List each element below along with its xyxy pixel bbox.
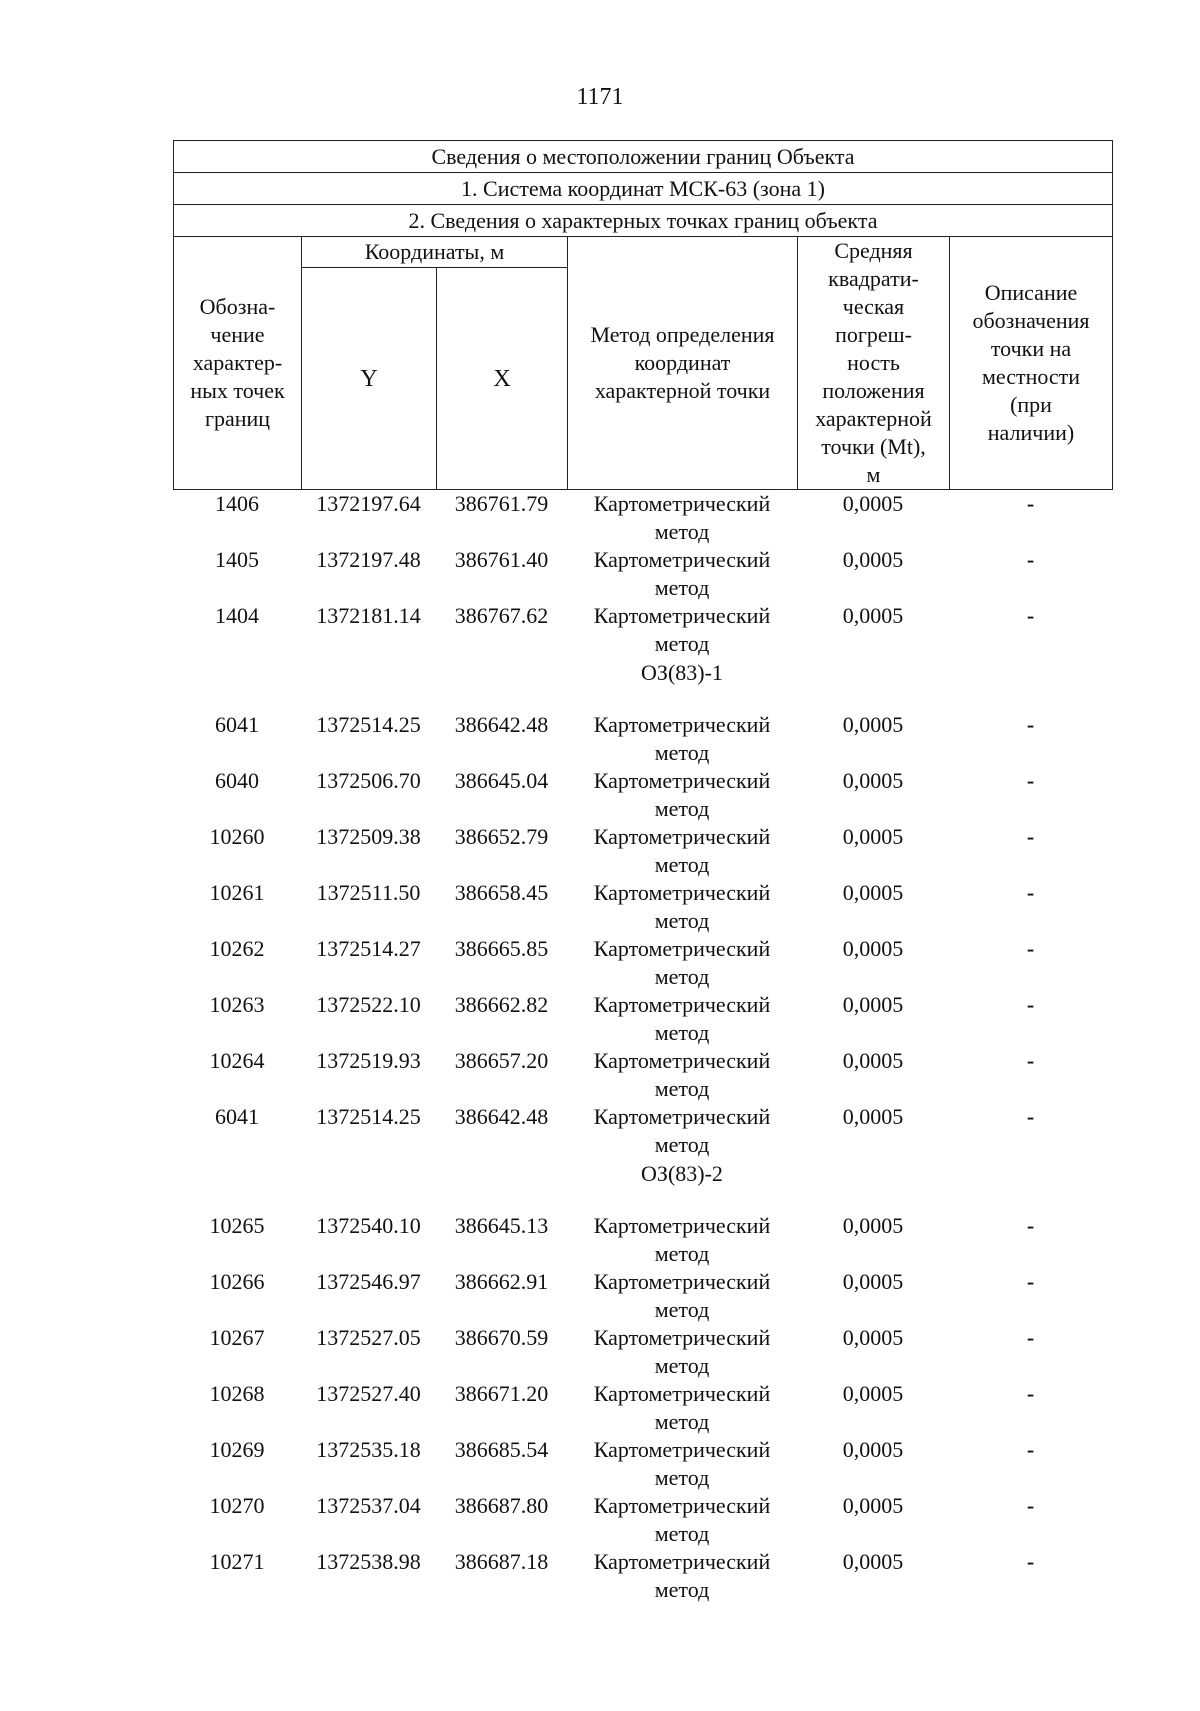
table-row (173, 711, 1112, 767)
header-line: обозначения (972, 308, 1090, 333)
method (567, 1268, 797, 1324)
description: - (1026, 936, 1035, 961)
method-line: метод (654, 1297, 710, 1322)
coord-x: 386761.79 (454, 491, 549, 516)
header-line: границ (204, 406, 271, 431)
coord-y: 1372535.18 (316, 1437, 421, 1462)
coord-y: 1372540.10 (316, 1213, 421, 1238)
header-line: (при (1010, 392, 1052, 417)
method-line: метод (654, 1353, 710, 1378)
error-value: 0,0005 (842, 1104, 904, 1129)
point-id: 6041 (215, 1104, 259, 1129)
table-row (173, 935, 1112, 991)
coord-y: 1372527.05 (316, 1325, 421, 1350)
method-line: метод (654, 964, 710, 989)
coord-x: 386685.54 (454, 1437, 549, 1462)
table-row (173, 490, 1112, 546)
header-line: Обозна- (199, 294, 276, 319)
description: - (1026, 1381, 1035, 1406)
header-line: положения (822, 378, 925, 403)
coord-y: 1372197.64 (316, 491, 421, 516)
coordinate-system: 1. Система координат МСК-63 (зона 1) (174, 173, 1113, 205)
error-value: 0,0005 (842, 880, 904, 905)
section-label (173, 1159, 1112, 1212)
error-value: 0,0005 (842, 1325, 904, 1350)
method (567, 935, 797, 991)
method (567, 490, 797, 546)
description: - (1026, 1104, 1035, 1129)
coord-x: 386645.04 (454, 768, 549, 793)
table-row (173, 823, 1112, 879)
coord-x: 386670.59 (454, 1325, 549, 1350)
header-line: ных точек (190, 378, 285, 403)
method-line: Картометрический (593, 603, 771, 628)
error-value: 0,0005 (842, 491, 904, 516)
description: - (1026, 1325, 1035, 1350)
header-line: ность (847, 350, 900, 375)
description: - (1026, 1213, 1035, 1238)
header-line: точки (Mt), (821, 434, 926, 459)
coord-y: 1372519.93 (316, 1048, 421, 1073)
method-line: метод (654, 1241, 710, 1266)
coord-y: 1372537.04 (316, 1493, 421, 1518)
method (567, 823, 797, 879)
coord-x: 386652.79 (454, 824, 549, 849)
method (567, 1380, 797, 1436)
error-value: 0,0005 (842, 1213, 904, 1238)
point-id: 1406 (215, 491, 259, 516)
coord-x: 386642.48 (454, 1104, 549, 1129)
method-line: метод (654, 575, 710, 600)
description: - (1026, 603, 1035, 628)
method-line: Картометрический (593, 1381, 771, 1406)
point-id: 1405 (215, 547, 259, 572)
error-value: 0,0005 (842, 1048, 904, 1073)
method-line: метод (654, 1521, 710, 1546)
method-line: метод (654, 852, 710, 877)
method-line: метод (654, 1020, 710, 1045)
coord-y: 1372527.40 (316, 1381, 421, 1406)
method (567, 991, 797, 1047)
error-value: 0,0005 (842, 992, 904, 1017)
description: - (1026, 1493, 1035, 1518)
method-line: Картометрический (593, 1493, 771, 1518)
description: - (1026, 768, 1035, 793)
method-line: Картометрический (593, 880, 771, 905)
table-title: Сведения о местоположении границ Объекта (174, 141, 1113, 173)
method-line: метод (654, 1577, 710, 1602)
coord-y: 1372511.50 (316, 880, 421, 905)
coord-x: 386671.20 (454, 1381, 549, 1406)
point-id: 10267 (209, 1325, 265, 1350)
error-value: 0,0005 (842, 603, 904, 628)
method (567, 546, 797, 602)
method-line: Картометрический (593, 547, 771, 572)
method-line: метод (654, 908, 710, 933)
method-line: Картометрический (593, 1325, 771, 1350)
points-list (173, 490, 1112, 1604)
error-value: 0,0005 (842, 824, 904, 849)
point-id: 10260 (209, 824, 265, 849)
method (567, 711, 797, 767)
header-line: Метод определения (590, 322, 775, 347)
method (567, 1047, 797, 1103)
coord-x: 386761.40 (454, 547, 549, 572)
coord-x: 386687.18 (454, 1549, 549, 1574)
coord-y: 1372514.25 (316, 712, 421, 737)
coord-x: 386645.13 (454, 1213, 549, 1238)
error-value: 0,0005 (842, 712, 904, 737)
method (567, 602, 797, 658)
method (567, 1212, 797, 1268)
method-line: метод (654, 1132, 710, 1157)
coord-x: 386687.80 (454, 1493, 549, 1518)
method-line: Картометрический (593, 768, 771, 793)
point-id: 10262 (209, 936, 265, 961)
method-line: Картометрический (593, 1048, 771, 1073)
col-y: Y (302, 268, 437, 490)
description: - (1026, 547, 1035, 572)
method-line: метод (654, 1076, 710, 1101)
description: - (1026, 992, 1035, 1017)
method-line: метод (654, 519, 710, 544)
description: - (1026, 880, 1035, 905)
header-line: квадрати- (828, 266, 919, 291)
point-id: 10270 (209, 1493, 265, 1518)
description: - (1026, 712, 1035, 737)
method-line: Картометрический (593, 992, 771, 1017)
method-line: Картометрический (593, 1213, 771, 1238)
header-line: характер- (192, 350, 283, 375)
col-designation (174, 237, 302, 490)
coord-x: 386657.20 (454, 1048, 549, 1073)
table-row (173, 1268, 1112, 1324)
table-subtitle: 2. Сведения о характерных точках границ объекта (174, 205, 1113, 237)
method-line: Картометрический (593, 824, 771, 849)
coord-y: 1372506.70 (316, 768, 421, 793)
table-row (173, 1380, 1112, 1436)
header-line: ческая (842, 294, 905, 319)
section-label-text: ОЗ(83)-1 (641, 660, 723, 685)
method-line: Картометрический (593, 1104, 771, 1129)
header-table (173, 140, 1113, 490)
coord-y: 1372538.98 (316, 1549, 421, 1574)
description: - (1026, 1048, 1035, 1073)
method (567, 1103, 797, 1159)
coord-y: 1372197.48 (316, 547, 421, 572)
point-id: 6041 (215, 712, 259, 737)
col-method (568, 237, 798, 490)
coord-y: 1372522.10 (316, 992, 421, 1017)
header-line: координат (634, 350, 731, 375)
coord-x: 386662.91 (454, 1269, 549, 1294)
table-row (173, 1047, 1112, 1103)
header-line: чение (210, 322, 265, 347)
error-value: 0,0005 (842, 1549, 904, 1574)
method-line: Картометрический (593, 491, 771, 516)
header-line: Описание (984, 280, 1078, 305)
section-label-text: ОЗ(83)-2 (641, 1161, 723, 1186)
error-value: 0,0005 (842, 547, 904, 572)
col-description (950, 237, 1113, 490)
header-line: м (866, 462, 881, 487)
header-line: погреш- (835, 322, 912, 347)
point-id: 1404 (215, 603, 259, 628)
table-row (173, 602, 1112, 658)
coord-y: 1372509.38 (316, 824, 421, 849)
col-error (798, 237, 950, 490)
point-id: 10266 (209, 1269, 265, 1294)
table-row (173, 546, 1112, 602)
coord-x: 386767.62 (454, 603, 549, 628)
method-line: метод (654, 1465, 710, 1490)
table-row (173, 1492, 1112, 1548)
error-value: 0,0005 (842, 1493, 904, 1518)
description: - (1026, 824, 1035, 849)
page-number: 1171 (576, 84, 624, 110)
error-value: 0,0005 (842, 1381, 904, 1406)
table-row (173, 1324, 1112, 1380)
section-label (173, 658, 1112, 711)
coord-x: 386662.82 (454, 992, 549, 1017)
method-line: Картометрический (593, 936, 771, 961)
point-id: 10261 (209, 880, 265, 905)
point-id: 6040 (215, 768, 259, 793)
table-row (173, 991, 1112, 1047)
table-row (173, 1212, 1112, 1268)
method-line: Картометрический (593, 1549, 771, 1574)
description: - (1026, 491, 1035, 516)
method-line: метод (654, 740, 710, 765)
point-id: 10263 (209, 992, 265, 1017)
header-line: характерной (815, 406, 932, 431)
table-row (173, 1103, 1112, 1159)
method (567, 1324, 797, 1380)
table-row (173, 767, 1112, 823)
point-id: 10264 (209, 1048, 265, 1073)
description: - (1026, 1437, 1035, 1462)
error-value: 0,0005 (842, 936, 904, 961)
point-id: 10269 (209, 1437, 265, 1462)
method (567, 1436, 797, 1492)
point-id: 10265 (209, 1213, 265, 1238)
table-row (173, 879, 1112, 935)
method-line: метод (654, 631, 710, 656)
method-line: Картометрический (593, 1269, 771, 1294)
error-value: 0,0005 (842, 768, 904, 793)
header-line: наличии) (987, 420, 1075, 445)
method-line: метод (654, 796, 710, 821)
header-line: Средняя (834, 238, 913, 263)
header-line: местности (981, 364, 1081, 389)
table-row (173, 1548, 1112, 1604)
description: - (1026, 1269, 1035, 1294)
col-x: X (437, 268, 568, 490)
method (567, 1492, 797, 1548)
coord-y: 1372514.25 (316, 1104, 421, 1129)
coord-x: 386642.48 (454, 712, 549, 737)
method-line: Картометрический (593, 1437, 771, 1462)
point-id: 10268 (209, 1381, 265, 1406)
coord-y: 1372546.97 (316, 1269, 421, 1294)
method (567, 767, 797, 823)
error-value: 0,0005 (842, 1269, 904, 1294)
description: - (1026, 1549, 1035, 1574)
coord-x: 386665.85 (454, 936, 549, 961)
col-coordinates: Координаты, м (302, 237, 568, 268)
header-line: характерной точки (594, 378, 771, 403)
header-line: точки на (990, 336, 1072, 361)
table-row (173, 1436, 1112, 1492)
point-id: 10271 (209, 1549, 265, 1574)
coord-x: 386658.45 (454, 880, 549, 905)
method-line: Картометрический (593, 712, 771, 737)
error-value: 0,0005 (842, 1437, 904, 1462)
coord-y: 1372181.14 (316, 603, 421, 628)
method-line: метод (654, 1409, 710, 1434)
method (567, 1548, 797, 1604)
coord-y: 1372514.27 (316, 936, 421, 961)
method (567, 879, 797, 935)
